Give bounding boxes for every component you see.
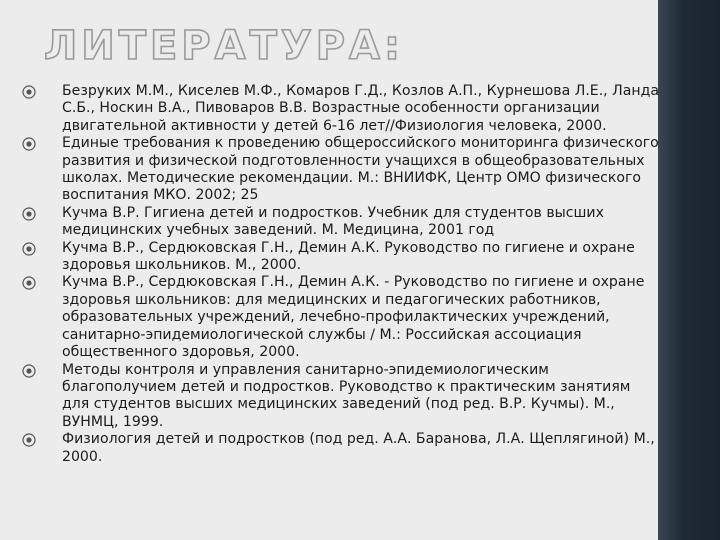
list-item — [22, 240, 662, 275]
list-item-text: Единые требования к проведению общероссийского мониторинга физического развития и физической подготовленности учащихся в общеобразовательных школах. Методические рекомендации. М.: ВНИИФК, Центр ОМО физического воспитания МКО. 2002; 25 — [62, 135, 659, 204]
target-bullet-icon — [22, 85, 36, 99]
list-item — [22, 83, 662, 135]
list-item — [22, 274, 662, 361]
list-item-text: Физиология детей и подростков (под ред. А.А. Баранова, Л.А. Щеплягиной) М., 2000. — [62, 431, 655, 465]
target-bullet-icon — [22, 242, 36, 256]
list-item-text: Кучма В.Р., Сердюковская Г.Н., Демин А.К. Руководство по гигиене и охране здоровья школьников. М., 2000. — [62, 239, 635, 274]
right-decorative-band — [658, 0, 720, 540]
list-item-text: Кучма В.Р., Сердюковская Г.Н., Демин А.К. - Руководство по гигиене и охране здоровья школьников: для медицинских и педагогических работников, образовательных учреждений, лечебно-профилактических учреждений, санитарно-эпидемиологической службы / М.: Российская ассоциация общественного здоровья, 2000. — [62, 274, 645, 361]
list-item — [22, 362, 662, 432]
target-bullet-icon — [22, 364, 36, 378]
list-item — [22, 431, 662, 466]
reference-list — [22, 83, 662, 466]
list-item-text: Кучма В.Р. Гигиена детей и подростков. Учебник для студентов высших медицинских учебных заведений. М. Медицина, 2001 год — [62, 204, 604, 239]
list-item-text: Безруких М.М., Киселев М.Ф., Комаров Г.Д., Козлов А.П., Курнешова Л.Е., Ланда С.Б., Носкин В.А., Пивоваров В.В. Возрастные особенности организации двигательной активности у детей 6-16 лет//Физиология человека, 2000. — [62, 83, 659, 134]
target-bullet-icon — [22, 207, 36, 221]
target-bullet-icon — [22, 276, 36, 290]
target-bullet-icon — [22, 137, 36, 151]
list-item — [22, 135, 662, 205]
list-item-text: Методы контроля и управления санитарно-эпидемиологическим благополучием детей и подростков. Руководство к практическим занятиям для студентов высших медицинских заведений (под ред. В.Р. Кучмы). М., ВУНМЦ, 1999. — [62, 361, 631, 430]
page-title: ЛИТЕРАТУРА: — [44, 23, 404, 69]
target-bullet-icon — [22, 433, 36, 447]
list-item — [22, 205, 662, 240]
